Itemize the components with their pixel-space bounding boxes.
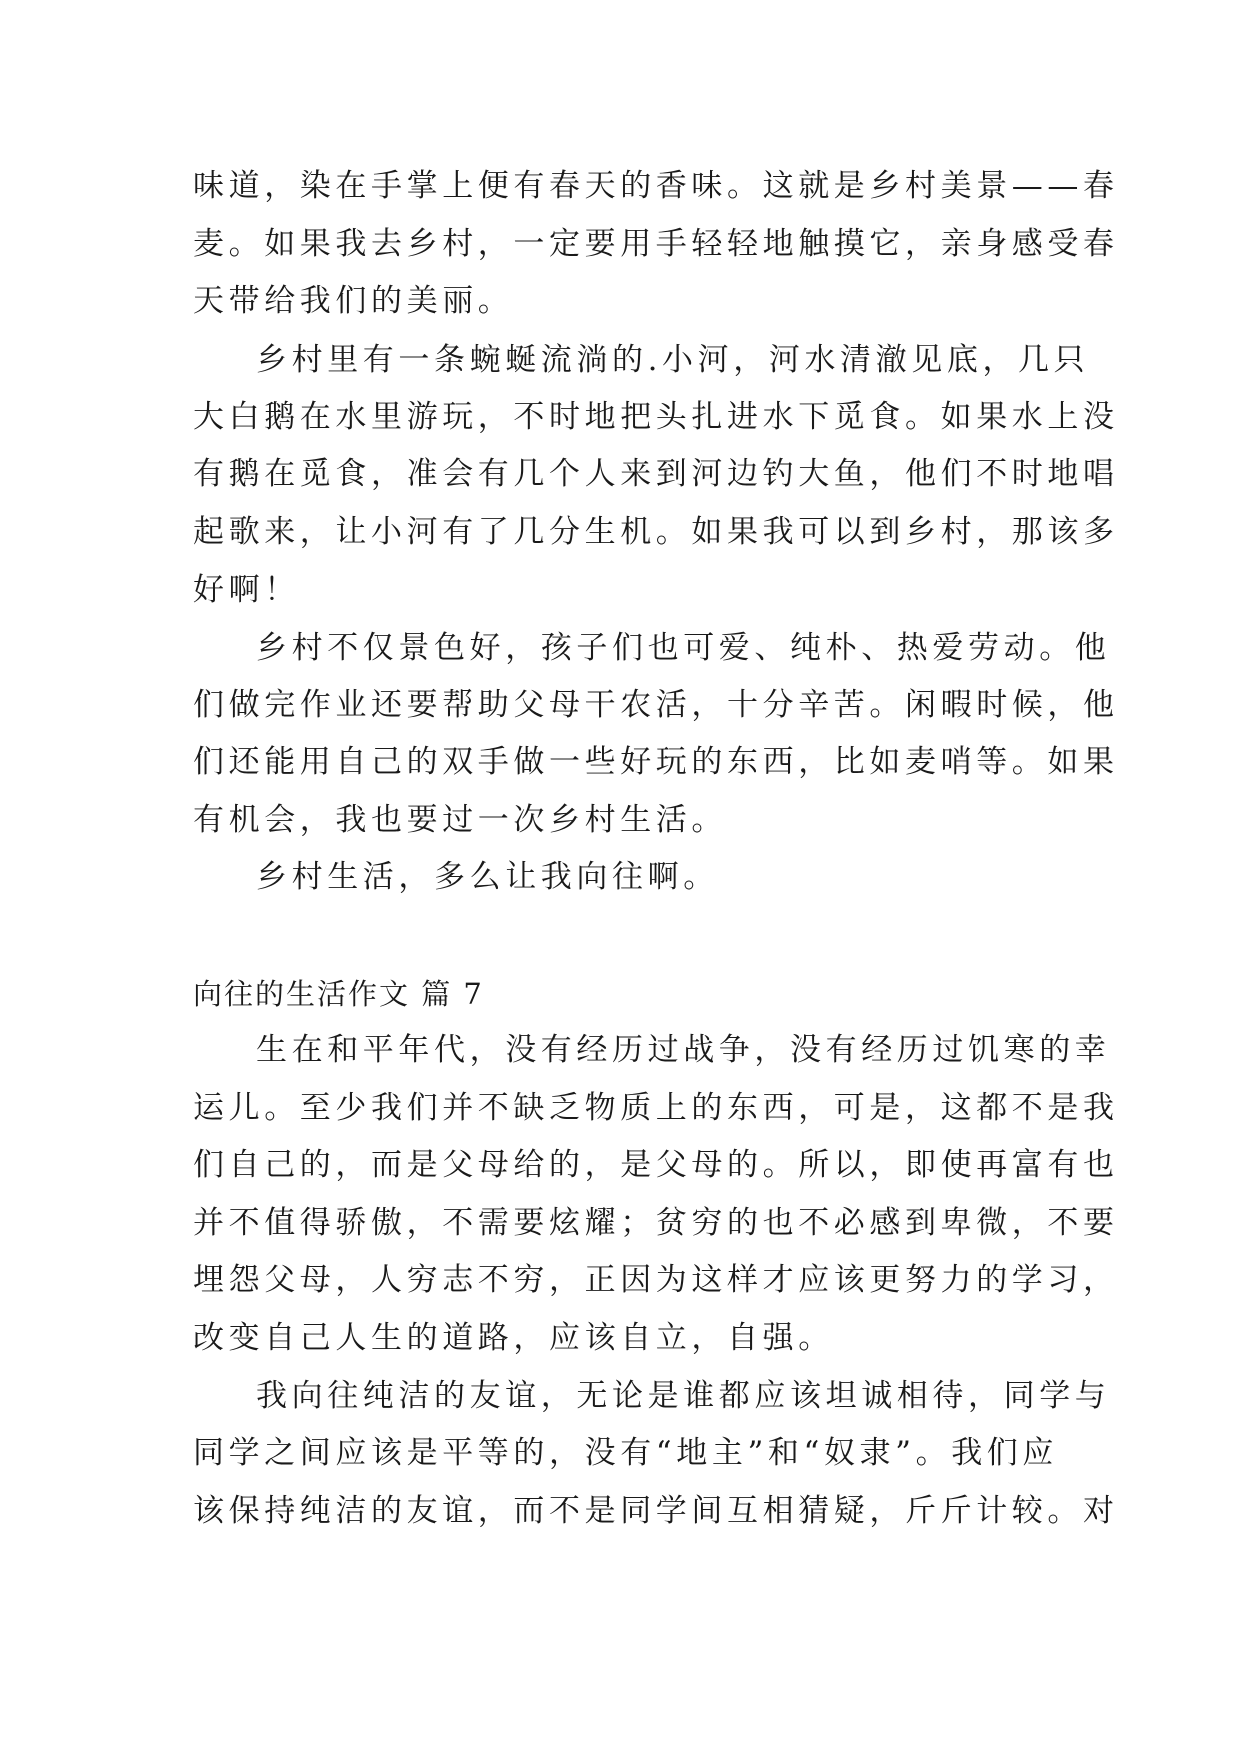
text-line: 天带给我们的美丽。	[193, 283, 514, 319]
text-line: 有鹅在觅食，准会有几个人来到河边钓大鱼，他们不时地唱	[193, 456, 1119, 492]
text-line: 们还能用自己的双手做一些好玩的东西，比如麦哨等。如果	[193, 744, 1119, 780]
text-line: 我向往纯洁的友谊，无论是谁都应该坦诚相待，同学与	[256, 1378, 1111, 1414]
text-line: 们做完作业还要帮助父母干农活，十分辛苦。闲暇时候，他	[193, 687, 1119, 723]
text-line: 们自己的，而是父母给的，是父母的。所以，即使再富有也	[193, 1147, 1119, 1183]
text-line: 起歌来，让小河有了几分生机。如果我可以到乡村，那该多	[193, 514, 1119, 550]
text-line: 改变自己人生的道路，应该自立，自强。	[193, 1320, 834, 1356]
text-line: 并不值得骄傲，不需要炫耀；贫穷的也不必感到卑微，不要	[193, 1205, 1119, 1241]
text-line: 乡村里有一条蜿蜒流淌的.小河，河水清澈见底，几只	[256, 342, 1090, 378]
section-heading: 向往的生活作文 篇 7	[193, 977, 484, 1011]
text-line: 味道，染在手掌上便有春天的香味。这就是乡村美景——春	[193, 168, 1119, 204]
text-line: 该保持纯洁的友谊，而不是同学间互相猜疑，斤斤计较。对	[193, 1493, 1119, 1529]
text-line: 大白鹅在水里游玩，不时地把头扎进水下觅食。如果水上没	[193, 399, 1119, 435]
text-line: 埋怨父母，人穷志不穷，正因为这样才应该更努力的学习，	[193, 1262, 1119, 1298]
text-line: 好啊！	[193, 572, 300, 608]
text-line: 乡村生活，多么让我向往啊。	[256, 859, 719, 895]
text-line: 有机会，我也要过一次乡村生活。	[193, 802, 727, 838]
text-line: 生在和平年代，没有经历过战争，没有经历过饥寒的幸	[256, 1032, 1111, 1068]
text-line: 同学之间应该是平等的，没有“地主”和“奴隶”。我们应	[193, 1435, 1058, 1471]
text-line: 运儿。至少我们并不缺乏物质上的东西，可是，这都不是我	[193, 1090, 1119, 1126]
text-line: 麦。如果我去乡村，一定要用手轻轻地触摸它，亲身感受春	[193, 226, 1119, 262]
text-line: 乡村不仅景色好，孩子们也可爱、纯朴、热爱劳动。他	[256, 630, 1111, 666]
